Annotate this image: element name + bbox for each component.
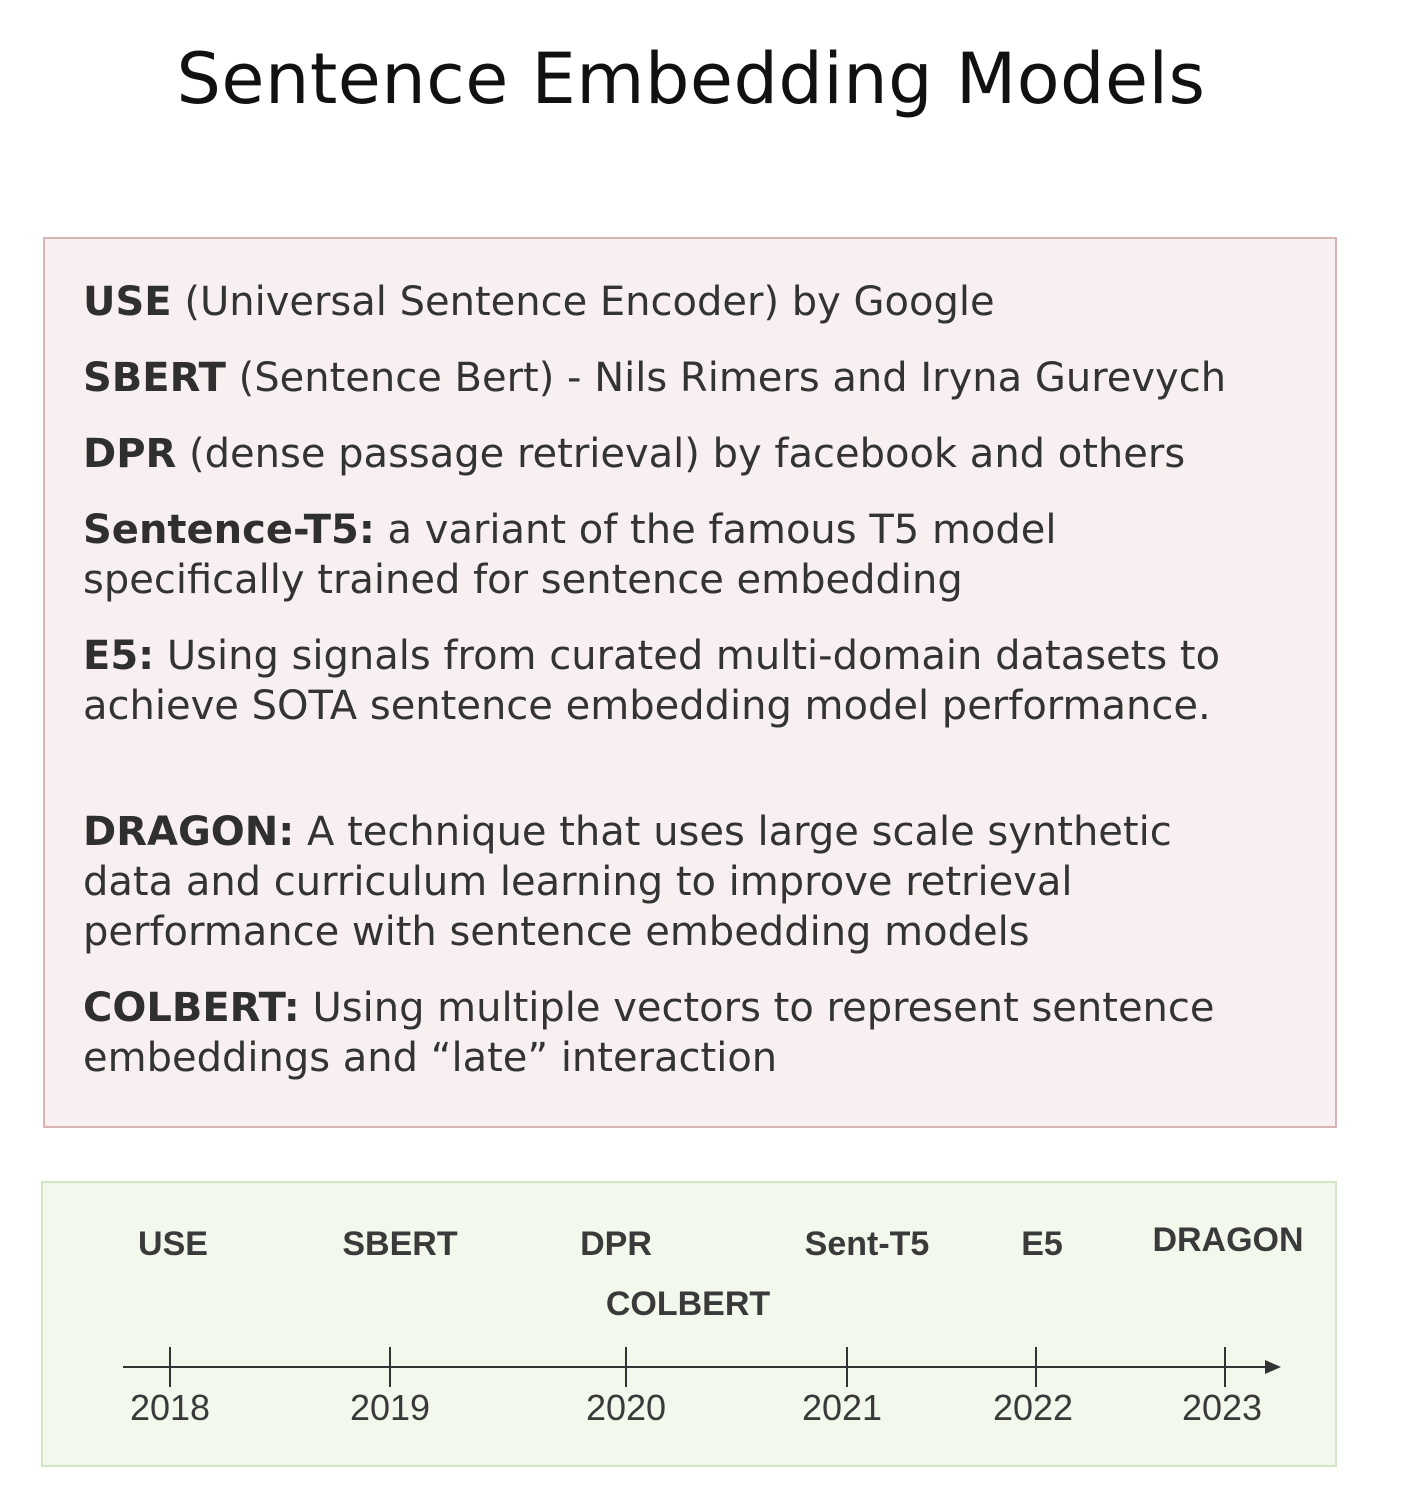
year-label-2021: 2021 <box>801 1387 883 1428</box>
model-term: Sentence-T5: <box>83 507 375 553</box>
timeline-label-sbert: SBERT <box>342 1225 458 1263</box>
timeline-axis <box>43 1183 1339 1469</box>
model-term: E5: <box>83 633 155 679</box>
model-entry-colbert <box>83 983 1313 1083</box>
model-description: (dense passage retrieval) by facebook and others <box>176 431 1186 477</box>
model-entry-dpr <box>83 429 1313 479</box>
model-entry-e5 <box>83 631 1283 731</box>
year-label-2019: 2019 <box>349 1387 431 1428</box>
model-description: A technique that uses large scale synthetic data and curriculum learning to improve retrieval performance with sentence embedding models <box>83 809 1172 955</box>
timeline-label-colbert: COLBERT <box>605 1285 771 1323</box>
year-label-2022: 2022 <box>992 1387 1074 1428</box>
year-label-2018: 2018 <box>129 1387 211 1428</box>
model-term: DPR <box>83 431 177 477</box>
model-entry-dragon <box>83 807 1273 957</box>
model-entry-sbert <box>83 353 1313 403</box>
year-label-2020: 2020 <box>585 1387 667 1428</box>
timeline-label-dpr: DPR <box>580 1225 652 1263</box>
timeline-label-dragon: DRAGON <box>1152 1221 1304 1259</box>
page-title: Sentence Embedding Models <box>176 38 1206 120</box>
model-description: a variant of the famous T5 model specifically trained for sentence embedding <box>83 507 1057 603</box>
model-description: Using signals from curated multi-domain datasets to achieve SOTA sentence embedding model performance. <box>83 633 1221 729</box>
timeline-box <box>41 1181 1337 1467</box>
model-description: Using multiple vectors to represent sentence embeddings and “late” interaction <box>83 985 1215 1081</box>
arrow-head-icon <box>1265 1360 1281 1374</box>
timeline-label-e5: E5 <box>1021 1225 1063 1263</box>
model-term: USE <box>83 279 172 325</box>
model-term: COLBERT: <box>83 985 300 1031</box>
timeline-label-sent-t5: Sent-T5 <box>804 1225 930 1263</box>
model-entry-sentence-t5 <box>83 505 1183 605</box>
models-list-box <box>43 237 1337 1128</box>
model-term: DRAGON: <box>83 809 295 855</box>
model-description: (Universal Sentence Encoder) by Google <box>171 279 995 325</box>
model-entry-use <box>83 277 1313 327</box>
model-description: (Sentence Bert) - Nils Rimers and Iryna Gurevych <box>225 355 1227 401</box>
model-term: SBERT <box>83 355 226 401</box>
timeline-label-use: USE <box>138 1225 208 1263</box>
year-label-2023: 2023 <box>1181 1387 1263 1428</box>
